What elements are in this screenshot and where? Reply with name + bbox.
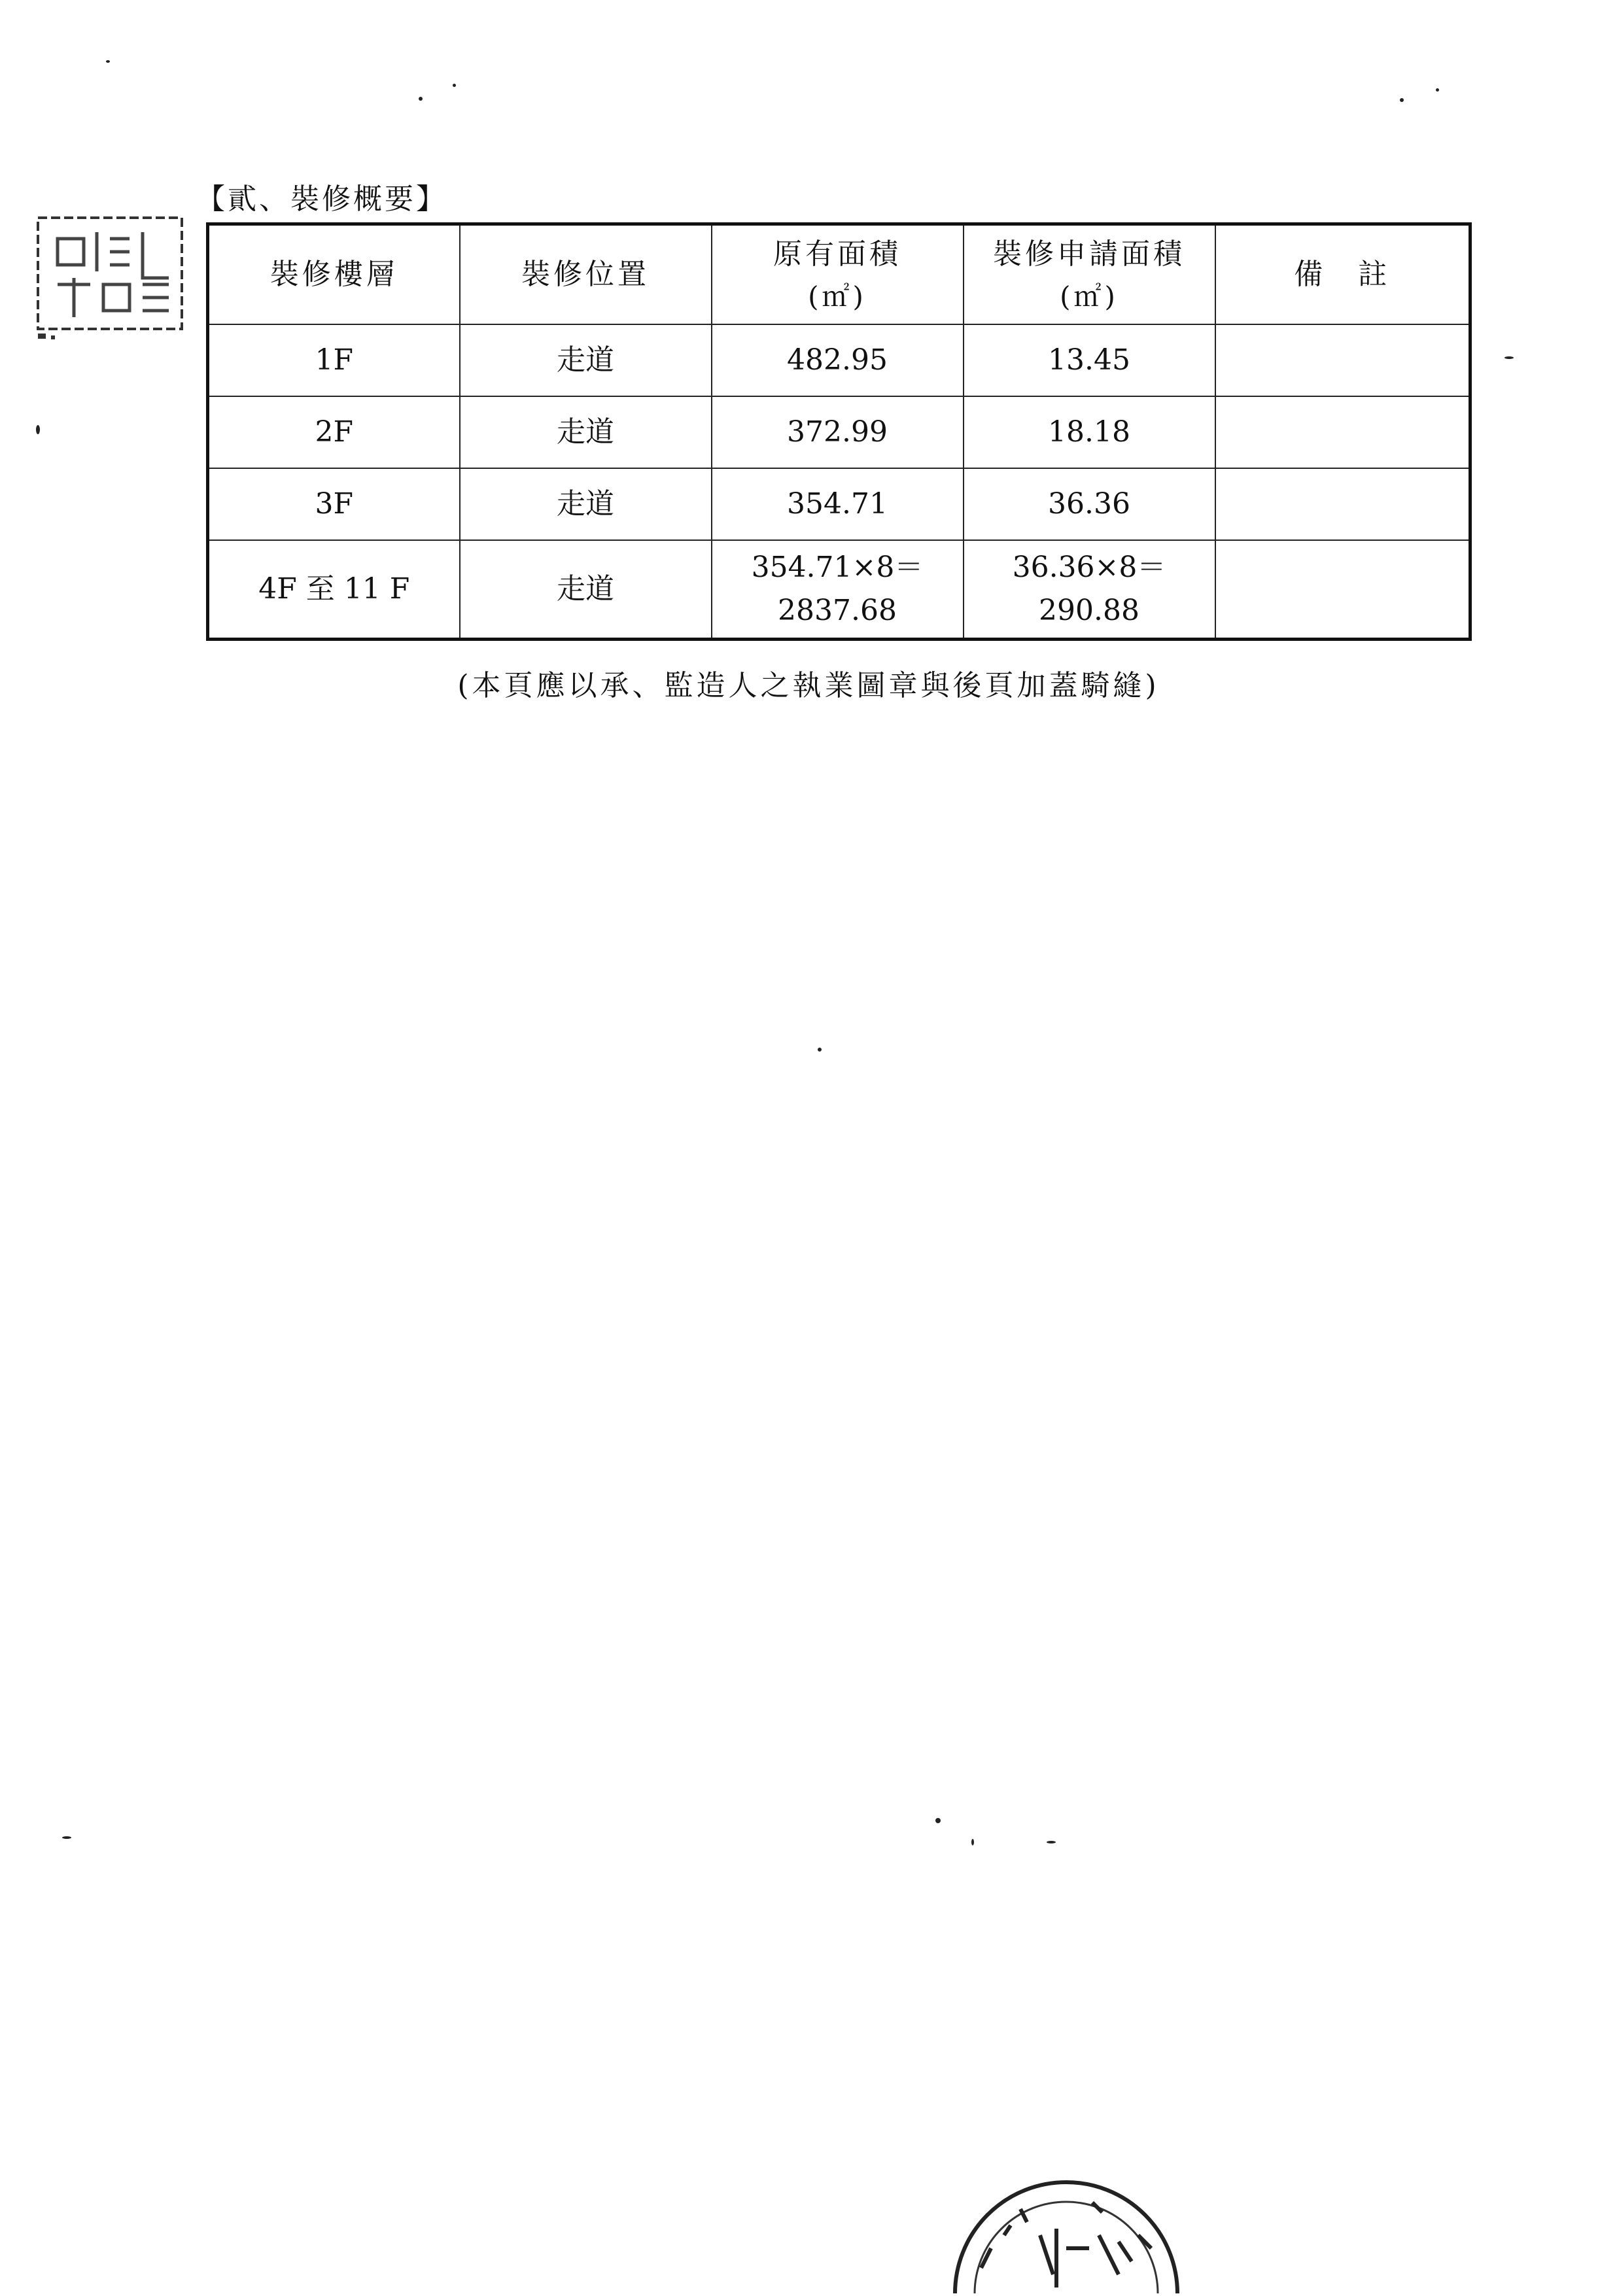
scan-speck — [1400, 98, 1404, 102]
scan-speck — [1047, 1841, 1056, 1843]
cell-remarks — [1215, 468, 1470, 540]
table-row — [208, 396, 1470, 468]
scan-speck — [36, 425, 40, 434]
cell-renovation-area: 36.36 — [964, 468, 1215, 540]
header-remarks: 備 註 — [1215, 224, 1470, 325]
cell-original-area: 372.99 — [712, 396, 964, 468]
cell-original-area — [712, 540, 964, 640]
round-seal-stamp-icon — [942, 2137, 1191, 2296]
cell-location: 走道 — [460, 324, 712, 396]
table-row — [208, 540, 1470, 640]
header-floor: 裝修樓層 — [208, 224, 460, 325]
scan-speck — [971, 1839, 974, 1845]
area-formula: 354.71×8＝ — [751, 551, 924, 584]
cell-location: 走道 — [460, 540, 712, 640]
cell-remarks — [1215, 324, 1470, 396]
cell-floor: 3F — [208, 468, 460, 540]
table-row — [208, 468, 1470, 540]
footnote: (本頁應以承、監造人之執業圖章與後頁加蓋騎縫) — [457, 669, 1160, 702]
scan-speck — [935, 1818, 941, 1823]
header-original-area: 原有面積 (㎡) — [712, 224, 964, 325]
cell-location: 走道 — [460, 468, 712, 540]
cell-remarks — [1215, 540, 1470, 640]
cell-remarks — [1215, 396, 1470, 468]
cell-floor: 4F 至 11 F — [208, 540, 460, 640]
scan-speck — [818, 1048, 822, 1052]
scan-speck — [106, 60, 110, 63]
area-formula: 36.36×8＝ — [1012, 551, 1166, 584]
section-title: 【貳、裝修概要】 — [196, 182, 447, 216]
scan-speck — [453, 84, 456, 87]
scan-speck — [419, 97, 423, 101]
scan-speck — [62, 1836, 71, 1839]
scan-speck — [1436, 88, 1439, 92]
cell-original-area: 482.95 — [712, 324, 964, 396]
renovation-summary-table — [206, 222, 1472, 641]
cell-floor: 2F — [208, 396, 460, 468]
area-total: 2837.68 — [778, 594, 897, 627]
cell-renovation-area: 18.18 — [964, 396, 1215, 468]
header-renovation-area: 裝修申請面積 (㎡) — [964, 224, 1215, 325]
table-row — [208, 324, 1470, 396]
cell-original-area: 354.71 — [712, 468, 964, 540]
header-location: 裝修位置 — [460, 224, 712, 325]
cell-renovation-area — [964, 540, 1215, 640]
cell-location: 走道 — [460, 396, 712, 468]
area-total: 290.88 — [1039, 594, 1139, 627]
scan-speck — [1504, 356, 1514, 359]
table-header-row — [208, 224, 1470, 325]
seal-stamp-icon — [31, 213, 188, 346]
cell-floor: 1F — [208, 324, 460, 396]
cell-renovation-area: 13.45 — [964, 324, 1215, 396]
